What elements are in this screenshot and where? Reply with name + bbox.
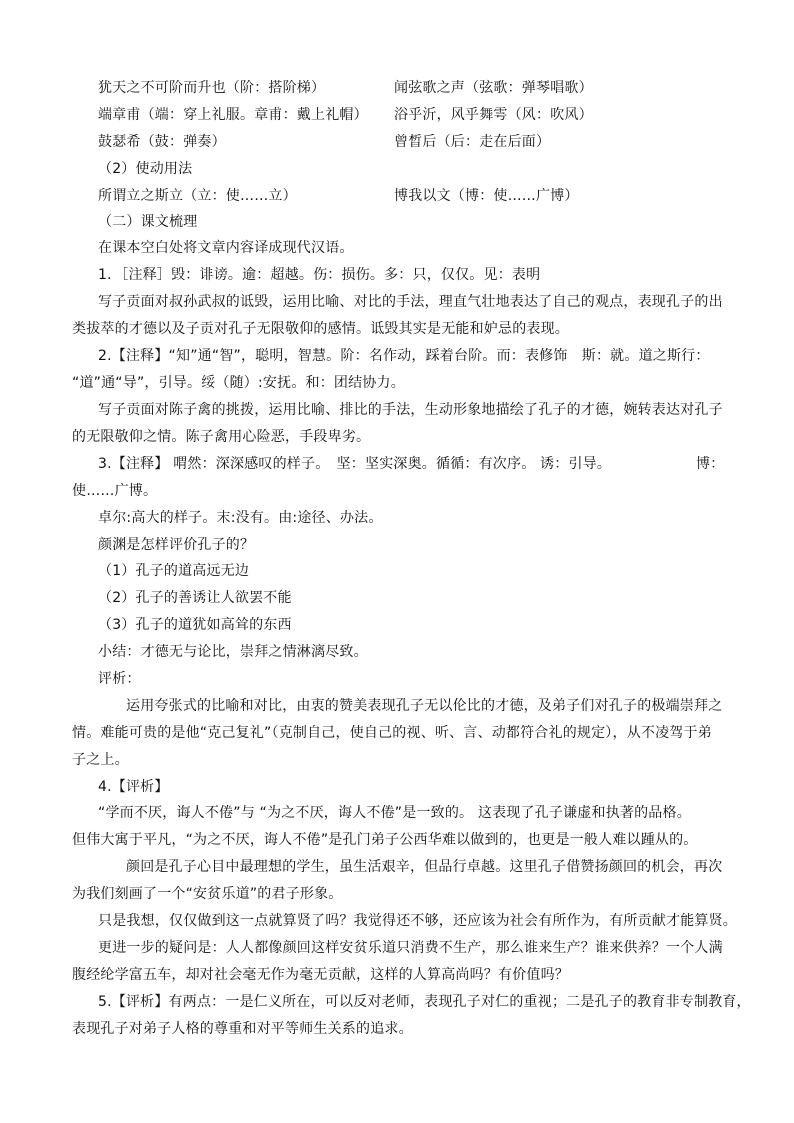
text-line: 鼓瑟希（鼓：弹奏） [98,134,226,150]
section-heading: （二）课文梳理 [98,214,198,230]
text-line: 犹天之不可阶而升也（阶：搭阶梯） [98,80,326,96]
section-heading: （2）使动用法 [98,161,193,177]
text-line: 卓尔:高大的样子。末:没有。由:途径、办法。 [98,510,383,526]
list-item: （1）孔子的道高远无边 [98,563,250,579]
text-line: “学而不厌，诲人不倦”与 “为之不厌，诲人不倦”是一致的。 这表现了孔子谦虚和执著的品格。 [98,805,691,821]
text-line: 曾晳后（后：走在后面） [394,134,551,150]
text-line: 只是我想，仅仅做到这一点就算贤了吗？我觉得还不够，还应该为社会有所作为，有所贡献才能算贤。 [98,913,737,929]
text-line: 更进一步的疑问是：人人都像颜回这样安贫乐道只消费不生产，那么谁来生产？谁来供养？一个人满 [98,940,723,956]
list-item: （2）孔子的善诱让人欲罢不能 [98,590,292,606]
section-heading: 4.【评析】 [98,779,169,795]
list-item: （3）孔子的道犹如高耸的东西 [98,617,292,633]
text-line: 表现孔子对弟子人格的尊重和对平等师生关系的追求。 [72,1021,413,1037]
text-line: 1．［注释］毁：诽谤。逾：超越。伤：损伤。多：只，仅仅。见：表明 [98,267,541,283]
text-line: 颜渊是怎样评价孔子的？ [98,537,255,553]
text-line: 闻弦歌之声（弦歌：弹琴唱歌） [394,80,593,96]
text-line: 写子贡面对叔孙武叔的诋毁，运用比喻、对比的手法，理直气壮地表达了自己的观点，表现孔子的出 [98,294,723,310]
text-line: 运用夸张式的比喻和对比，由衷的赞美表现孔子无以伦比的才德，及弟子们对孔子的极端崇拜之 [126,698,723,714]
text-line: 小结：才德无与论比，崇拜之情淋漓尽致。 [98,644,368,660]
text-line: 为我们刻画了一个“安贫乐道”的君子形象。 [72,886,343,902]
text-line: 2.【注释】“知”通“智”，聪明，智慧。阶：名作动，踩着台阶。而：表修饰 斯：就。道之斯行： [98,348,710,364]
text-line: 所谓立之斯立（立：使……立） [98,188,297,204]
text-line: 5.【评析】有两点：一是仁义所在，可以反对老师，表现孔子对仁的重视；二是孔子的教育非专制教育， [98,994,751,1010]
text-line: 颜回是孔子心目中最理想的学生，虽生活艰辛，但品行卓越。这里孔子借赞扬颜回的机会，再次 [126,859,723,875]
text-line: 博我以文（博：使……广博） [394,188,579,204]
text-line: 类拔萃的才德以及子贡对孔子无限敬仰的感情。诋毁其实是无能和妒忌的表现。 [72,321,569,337]
text-line: 写子贡面对陈子禽的挑拨，运用比喻、排比的手法，生动形象地描绘了孔子的才德，婉转表达对孔子 [98,402,723,418]
text-line: 博： [696,456,725,472]
text-line: 3.【注释】 喟然：深深感叹的样子。 坚：坚实深奥。循循：有次序。 诱：引导。 [98,456,612,472]
text-line: 使……广博。 [72,483,158,499]
text-line: 腹经纶学富五车，却对社会毫无作为毫无贡献，这样的人算高尚吗？有价值吗？ [72,967,569,983]
text-line: 在课本空白处将文章内容译成现代汉语。 [98,240,354,256]
text-line: 端章甫（端：穿上礼服。章甫：戴上礼帽） [98,107,368,123]
text-line: 子之上。 [72,752,129,768]
text-line: 情。难能可贵的是他“克己复礼”（克制自己，使自己的视、听、言、动都符合礼的规定），从不凌驾于弟 [72,725,712,741]
text-line: 评析： [98,671,141,687]
text-line: 的无限敬仰之情。陈子禽用心险恶，手段卑劣。 [72,429,371,445]
text-line: 但伟大寓于平凡，“为之不厌，诲人不倦”是孔门弟子公西华难以做到的，也更是一般人难以踵从的。 [72,832,698,848]
text-line: “道”通“导”，引导。绥（随）:安抚。和：团结协力。 [72,375,405,391]
text-line: 浴乎沂，风乎舞雩（风：吹风） [394,107,593,123]
